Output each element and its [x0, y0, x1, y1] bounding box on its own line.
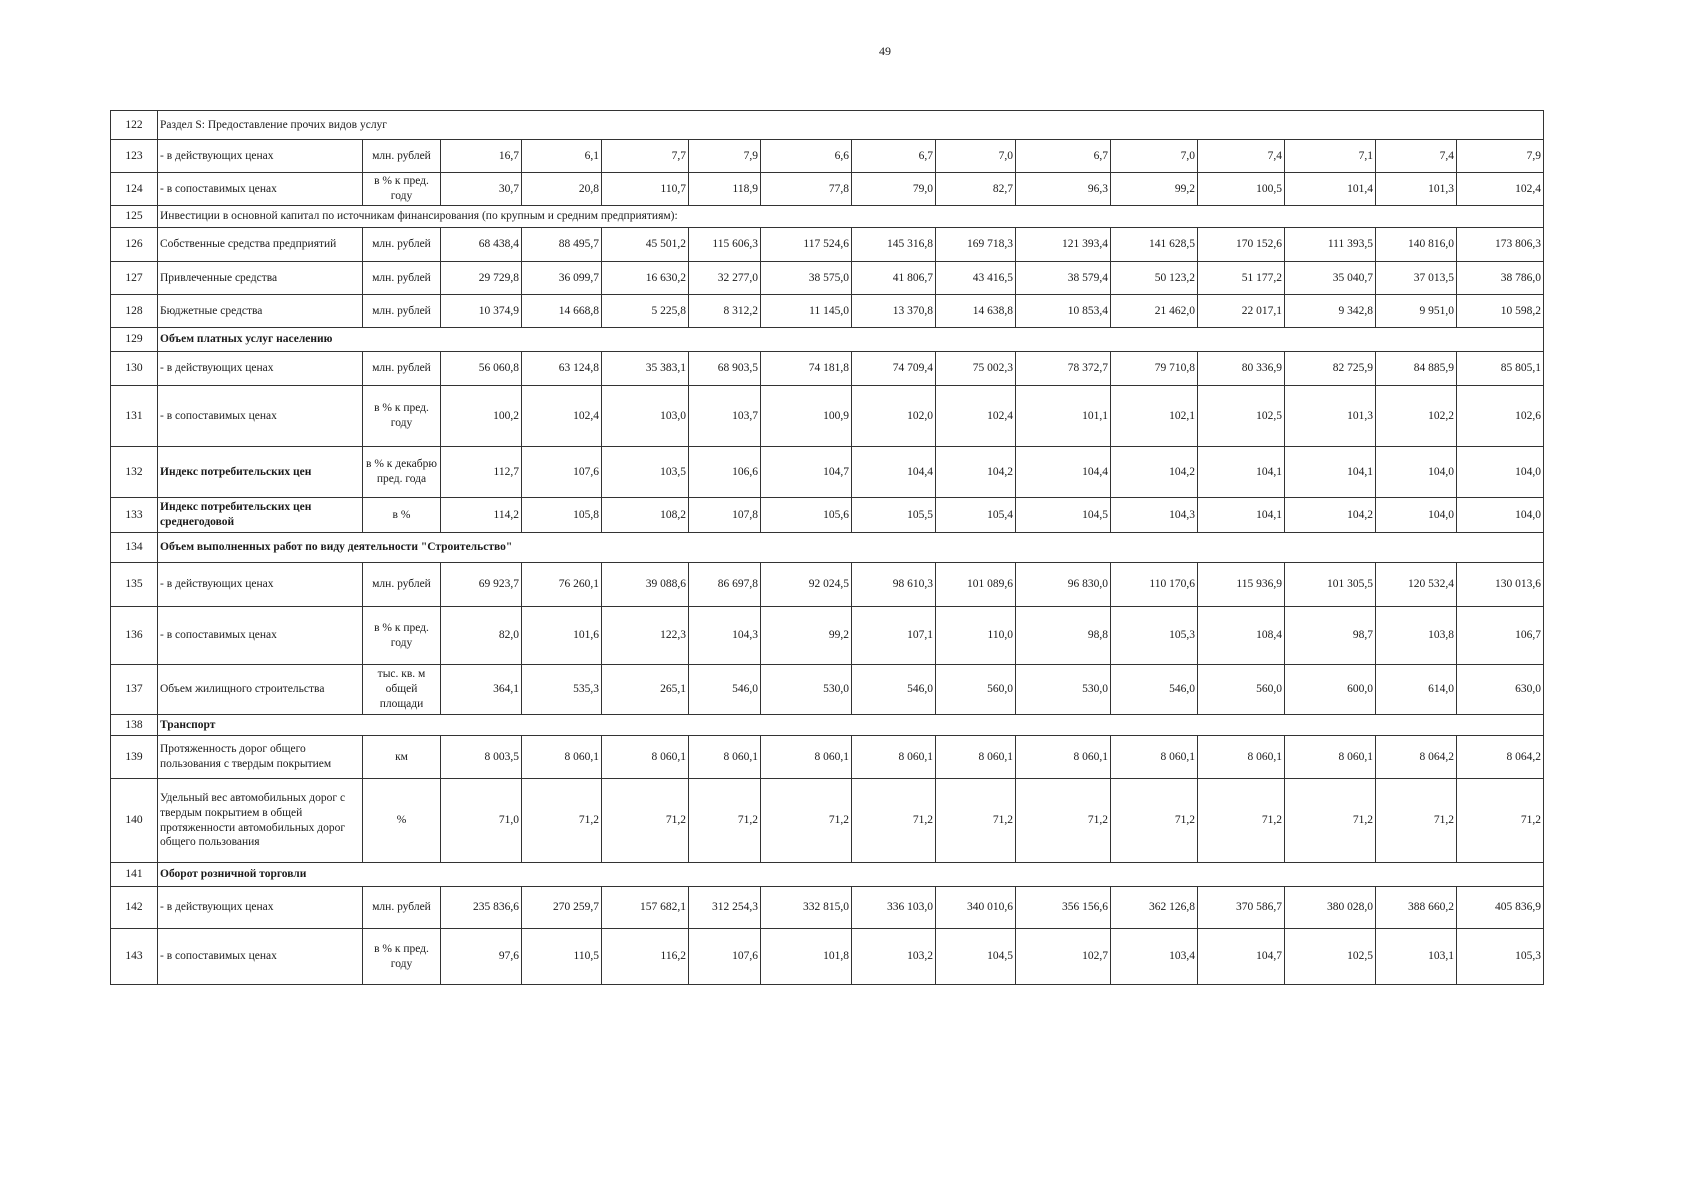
- unit-cell: %: [363, 779, 441, 863]
- value-cell: 122,3: [602, 607, 689, 665]
- table-row: [111, 779, 1544, 863]
- section-row: [111, 111, 1544, 140]
- value-cell: 116,2: [602, 929, 689, 985]
- value-cell: 100,2: [441, 386, 522, 447]
- value-cell: 102,0: [852, 386, 936, 447]
- value-cell: 71,2: [1111, 779, 1198, 863]
- section-title: Объем платных услуг населению: [158, 328, 1544, 352]
- value-cell: 101 089,6: [936, 563, 1016, 607]
- value-cell: 75 002,3: [936, 352, 1016, 386]
- value-cell: 546,0: [1111, 665, 1198, 715]
- value-cell: 560,0: [1198, 665, 1285, 715]
- value-cell: 104,4: [1016, 447, 1111, 498]
- value-cell: 169 718,3: [936, 228, 1016, 262]
- row-number: 122: [111, 111, 158, 140]
- row-number: 124: [111, 173, 158, 206]
- value-cell: 14 638,8: [936, 295, 1016, 328]
- value-cell: 101,1: [1016, 386, 1111, 447]
- value-cell: 121 393,4: [1016, 228, 1111, 262]
- indicator-label: - в действующих ценах: [158, 352, 363, 386]
- table-row: [111, 262, 1544, 295]
- value-cell: 107,8: [689, 498, 761, 533]
- row-number: 141: [111, 863, 158, 887]
- row-number: 132: [111, 447, 158, 498]
- row-number: 142: [111, 887, 158, 929]
- value-cell: 103,8: [1376, 607, 1457, 665]
- value-cell: 71,2: [1198, 779, 1285, 863]
- value-cell: 6,1: [522, 140, 602, 173]
- value-cell: 82,0: [441, 607, 522, 665]
- value-cell: 105,3: [1457, 929, 1544, 985]
- value-cell: 84 885,9: [1376, 352, 1457, 386]
- indicator-label: - в действующих ценах: [158, 140, 363, 173]
- value-cell: 78 372,7: [1016, 352, 1111, 386]
- value-cell: 8 064,2: [1376, 736, 1457, 779]
- row-number: 129: [111, 328, 158, 352]
- value-cell: 101,8: [761, 929, 852, 985]
- value-cell: 98,7: [1285, 607, 1376, 665]
- value-cell: 405 836,9: [1457, 887, 1544, 929]
- value-cell: 80 336,9: [1198, 352, 1285, 386]
- value-cell: 170 152,6: [1198, 228, 1285, 262]
- value-cell: 105,5: [852, 498, 936, 533]
- value-cell: 104,0: [1376, 447, 1457, 498]
- row-number: 126: [111, 228, 158, 262]
- row-number: 130: [111, 352, 158, 386]
- indicator-label: - в сопоставимых ценах: [158, 386, 363, 447]
- value-cell: 103,5: [602, 447, 689, 498]
- value-cell: 6,7: [852, 140, 936, 173]
- value-cell: 10 598,2: [1457, 295, 1544, 328]
- value-cell: 110,7: [602, 173, 689, 206]
- value-cell: 104,2: [1111, 447, 1198, 498]
- value-cell: 7,0: [1111, 140, 1198, 173]
- table-row: [111, 140, 1544, 173]
- section-title: Раздел S: Предоставление прочих видов услуг: [158, 111, 1544, 140]
- table-row: [111, 228, 1544, 262]
- value-cell: 8 060,1: [1016, 736, 1111, 779]
- value-cell: 102,4: [936, 386, 1016, 447]
- unit-cell: в %: [363, 498, 441, 533]
- value-cell: 29 729,8: [441, 262, 522, 295]
- value-cell: 14 668,8: [522, 295, 602, 328]
- value-cell: 8 060,1: [1111, 736, 1198, 779]
- value-cell: 630,0: [1457, 665, 1544, 715]
- section-title: Объем выполненных работ по виду деятельности "Строительство": [158, 533, 1544, 563]
- section-row: [111, 328, 1544, 352]
- value-cell: 107,6: [689, 929, 761, 985]
- unit-cell: в % к пред. году: [363, 173, 441, 206]
- value-cell: 101 305,5: [1285, 563, 1376, 607]
- value-cell: 36 099,7: [522, 262, 602, 295]
- value-cell: 82,7: [936, 173, 1016, 206]
- value-cell: 76 260,1: [522, 563, 602, 607]
- row-number: 136: [111, 607, 158, 665]
- value-cell: 600,0: [1285, 665, 1376, 715]
- value-cell: 370 586,7: [1198, 887, 1285, 929]
- value-cell: 7,4: [1198, 140, 1285, 173]
- section-title: Инвестиции в основной капитал по источникам финансирования (по крупным и средним предприятиям):: [158, 206, 1544, 228]
- unit-cell: км: [363, 736, 441, 779]
- value-cell: 104,7: [1198, 929, 1285, 985]
- value-cell: 99,2: [1111, 173, 1198, 206]
- unit-cell: млн. рублей: [363, 262, 441, 295]
- unit-cell: тыс. кв. м общей площади: [363, 665, 441, 715]
- value-cell: 71,2: [602, 779, 689, 863]
- value-cell: 535,3: [522, 665, 602, 715]
- value-cell: 101,3: [1376, 173, 1457, 206]
- value-cell: 102,1: [1111, 386, 1198, 447]
- value-cell: 7,9: [689, 140, 761, 173]
- value-cell: 157 682,1: [602, 887, 689, 929]
- value-cell: 85 805,1: [1457, 352, 1544, 386]
- value-cell: 105,6: [761, 498, 852, 533]
- row-number: 133: [111, 498, 158, 533]
- value-cell: 13 370,8: [852, 295, 936, 328]
- value-cell: 362 126,8: [1111, 887, 1198, 929]
- value-cell: 103,0: [602, 386, 689, 447]
- table-row: [111, 386, 1544, 447]
- value-cell: 8 060,1: [522, 736, 602, 779]
- value-cell: 102,2: [1376, 386, 1457, 447]
- value-cell: 51 177,2: [1198, 262, 1285, 295]
- value-cell: 380 028,0: [1285, 887, 1376, 929]
- value-cell: 6,6: [761, 140, 852, 173]
- value-cell: 105,4: [936, 498, 1016, 533]
- value-cell: 100,5: [1198, 173, 1285, 206]
- value-cell: 50 123,2: [1111, 262, 1198, 295]
- value-cell: 68 438,4: [441, 228, 522, 262]
- statistics-table: [110, 110, 1544, 985]
- value-cell: 106,6: [689, 447, 761, 498]
- page-number: 49: [879, 44, 891, 58]
- value-cell: 104,5: [1016, 498, 1111, 533]
- indicator-label: Объем жилищного строительства: [158, 665, 363, 715]
- value-cell: 8 060,1: [1198, 736, 1285, 779]
- value-cell: 97,6: [441, 929, 522, 985]
- unit-cell: млн. рублей: [363, 887, 441, 929]
- value-cell: 364,1: [441, 665, 522, 715]
- value-cell: 100,9: [761, 386, 852, 447]
- indicator-label: Собственные средства предприятий: [158, 228, 363, 262]
- unit-cell: в % к пред. году: [363, 386, 441, 447]
- value-cell: 30,7: [441, 173, 522, 206]
- value-cell: 388 660,2: [1376, 887, 1457, 929]
- row-number: 137: [111, 665, 158, 715]
- indicator-label: Удельный вес автомобильных дорог с твердым покрытием в общей протяженности автомобильных дорог общего пользования: [158, 779, 363, 863]
- value-cell: 9 342,8: [1285, 295, 1376, 328]
- value-cell: 108,4: [1198, 607, 1285, 665]
- value-cell: 102,5: [1285, 929, 1376, 985]
- value-cell: 32 277,0: [689, 262, 761, 295]
- section-row: [111, 533, 1544, 563]
- value-cell: 9 951,0: [1376, 295, 1457, 328]
- value-cell: 45 501,2: [602, 228, 689, 262]
- value-cell: 71,2: [522, 779, 602, 863]
- table-row: [111, 295, 1544, 328]
- value-cell: 21 462,0: [1111, 295, 1198, 328]
- value-cell: 101,3: [1285, 386, 1376, 447]
- value-cell: 107,6: [522, 447, 602, 498]
- row-number: 138: [111, 715, 158, 736]
- indicator-label: Привлеченные средства: [158, 262, 363, 295]
- value-cell: 356 156,6: [1016, 887, 1111, 929]
- value-cell: 16,7: [441, 140, 522, 173]
- value-cell: 102,5: [1198, 386, 1285, 447]
- value-cell: 104,4: [852, 447, 936, 498]
- value-cell: 115 936,9: [1198, 563, 1285, 607]
- value-cell: 7,4: [1376, 140, 1457, 173]
- value-cell: 103,7: [689, 386, 761, 447]
- value-cell: 102,4: [1457, 173, 1544, 206]
- value-cell: 560,0: [936, 665, 1016, 715]
- indicator-label: - в действующих ценах: [158, 563, 363, 607]
- value-cell: 114,2: [441, 498, 522, 533]
- table-row: [111, 736, 1544, 779]
- row-number: 131: [111, 386, 158, 447]
- unit-cell: в % к пред. году: [363, 929, 441, 985]
- value-cell: 546,0: [852, 665, 936, 715]
- value-cell: 235 836,6: [441, 887, 522, 929]
- value-cell: 71,0: [441, 779, 522, 863]
- value-cell: 8 060,1: [852, 736, 936, 779]
- value-cell: 11 145,0: [761, 295, 852, 328]
- value-cell: 20,8: [522, 173, 602, 206]
- value-cell: 68 903,5: [689, 352, 761, 386]
- unit-cell: млн. рублей: [363, 563, 441, 607]
- value-cell: 530,0: [1016, 665, 1111, 715]
- section-title: Транспорт: [158, 715, 1544, 736]
- value-cell: 39 088,6: [602, 563, 689, 607]
- value-cell: 8 060,1: [1285, 736, 1376, 779]
- value-cell: 110 170,6: [1111, 563, 1198, 607]
- value-cell: 98 610,3: [852, 563, 936, 607]
- value-cell: 92 024,5: [761, 563, 852, 607]
- value-cell: 546,0: [689, 665, 761, 715]
- value-cell: 103,2: [852, 929, 936, 985]
- value-cell: 110,5: [522, 929, 602, 985]
- value-cell: 16 630,2: [602, 262, 689, 295]
- row-number: 128: [111, 295, 158, 328]
- value-cell: 110,0: [936, 607, 1016, 665]
- row-number: 135: [111, 563, 158, 607]
- value-cell: 105,3: [1111, 607, 1198, 665]
- value-cell: 88 495,7: [522, 228, 602, 262]
- value-cell: 7,0: [936, 140, 1016, 173]
- value-cell: 79 710,8: [1111, 352, 1198, 386]
- value-cell: 79,0: [852, 173, 936, 206]
- value-cell: 35 383,1: [602, 352, 689, 386]
- unit-cell: млн. рублей: [363, 352, 441, 386]
- value-cell: 104,2: [936, 447, 1016, 498]
- value-cell: 104,1: [1198, 498, 1285, 533]
- value-cell: 120 532,4: [1376, 563, 1457, 607]
- value-cell: 104,3: [689, 607, 761, 665]
- value-cell: 108,2: [602, 498, 689, 533]
- value-cell: 270 259,7: [522, 887, 602, 929]
- value-cell: 22 017,1: [1198, 295, 1285, 328]
- value-cell: 5 225,8: [602, 295, 689, 328]
- value-cell: 8 064,2: [1457, 736, 1544, 779]
- value-cell: 71,2: [761, 779, 852, 863]
- value-cell: 38 786,0: [1457, 262, 1544, 295]
- value-cell: 8 312,2: [689, 295, 761, 328]
- indicator-label: Бюджетные средства: [158, 295, 363, 328]
- unit-cell: в % к пред. году: [363, 607, 441, 665]
- value-cell: 8 060,1: [761, 736, 852, 779]
- indicator-label: Индекс потребительских цен: [158, 447, 363, 498]
- value-cell: 141 628,5: [1111, 228, 1198, 262]
- value-cell: 104,2: [1285, 498, 1376, 533]
- table-row: [111, 929, 1544, 985]
- row-number: 139: [111, 736, 158, 779]
- value-cell: 105,8: [522, 498, 602, 533]
- value-cell: 102,4: [522, 386, 602, 447]
- value-cell: 115 606,3: [689, 228, 761, 262]
- table-row: [111, 447, 1544, 498]
- unit-cell: млн. рублей: [363, 140, 441, 173]
- value-cell: 7,1: [1285, 140, 1376, 173]
- table-row: [111, 887, 1544, 929]
- value-cell: 71,2: [1285, 779, 1376, 863]
- value-cell: 82 725,9: [1285, 352, 1376, 386]
- value-cell: 104,1: [1198, 447, 1285, 498]
- table-body: [111, 111, 1544, 985]
- value-cell: 265,1: [602, 665, 689, 715]
- value-cell: 71,2: [936, 779, 1016, 863]
- value-cell: 130 013,6: [1457, 563, 1544, 607]
- value-cell: 77,8: [761, 173, 852, 206]
- value-cell: 614,0: [1376, 665, 1457, 715]
- value-cell: 35 040,7: [1285, 262, 1376, 295]
- section-row: [111, 206, 1544, 228]
- value-cell: 103,1: [1376, 929, 1457, 985]
- section-title: Оборот розничной торговли: [158, 863, 1544, 887]
- value-cell: 8 060,1: [689, 736, 761, 779]
- value-cell: 530,0: [761, 665, 852, 715]
- row-number: 143: [111, 929, 158, 985]
- value-cell: 101,4: [1285, 173, 1376, 206]
- value-cell: 41 806,7: [852, 262, 936, 295]
- value-cell: 107,1: [852, 607, 936, 665]
- value-cell: 103,4: [1111, 929, 1198, 985]
- value-cell: 112,7: [441, 447, 522, 498]
- value-cell: 104,7: [761, 447, 852, 498]
- section-row: [111, 863, 1544, 887]
- value-cell: 8 060,1: [602, 736, 689, 779]
- indicator-label: - в сопоставимых ценах: [158, 929, 363, 985]
- value-cell: 117 524,6: [761, 228, 852, 262]
- value-cell: 140 816,0: [1376, 228, 1457, 262]
- value-cell: 71,2: [689, 779, 761, 863]
- value-cell: 38 579,4: [1016, 262, 1111, 295]
- value-cell: 71,2: [1457, 779, 1544, 863]
- value-cell: 106,7: [1457, 607, 1544, 665]
- value-cell: 102,6: [1457, 386, 1544, 447]
- value-cell: 336 103,0: [852, 887, 936, 929]
- value-cell: 96,3: [1016, 173, 1111, 206]
- value-cell: 10 374,9: [441, 295, 522, 328]
- value-cell: 7,7: [602, 140, 689, 173]
- value-cell: 43 416,5: [936, 262, 1016, 295]
- row-number: 127: [111, 262, 158, 295]
- value-cell: 145 316,8: [852, 228, 936, 262]
- table-row: [111, 563, 1544, 607]
- table-row: [111, 607, 1544, 665]
- value-cell: 74 181,8: [761, 352, 852, 386]
- value-cell: 10 853,4: [1016, 295, 1111, 328]
- indicator-label: - в действующих ценах: [158, 887, 363, 929]
- value-cell: 104,1: [1285, 447, 1376, 498]
- value-cell: 104,3: [1111, 498, 1198, 533]
- unit-cell: в % к декабрю пред. года: [363, 447, 441, 498]
- indicator-label: - в сопоставимых ценах: [158, 173, 363, 206]
- table-row: [111, 665, 1544, 715]
- value-cell: 71,2: [1016, 779, 1111, 863]
- section-row: [111, 715, 1544, 736]
- value-cell: 102,7: [1016, 929, 1111, 985]
- value-cell: 101,6: [522, 607, 602, 665]
- value-cell: 8 003,5: [441, 736, 522, 779]
- value-cell: 74 709,4: [852, 352, 936, 386]
- value-cell: 69 923,7: [441, 563, 522, 607]
- value-cell: 96 830,0: [1016, 563, 1111, 607]
- indicator-label: Индекс потребительских цен среднегодовой: [158, 498, 363, 533]
- row-number: 125: [111, 206, 158, 228]
- value-cell: 71,2: [1376, 779, 1457, 863]
- value-cell: 104,0: [1376, 498, 1457, 533]
- unit-cell: млн. рублей: [363, 295, 441, 328]
- value-cell: 98,8: [1016, 607, 1111, 665]
- table-row: [111, 352, 1544, 386]
- row-number: 134: [111, 533, 158, 563]
- value-cell: 6,7: [1016, 140, 1111, 173]
- value-cell: 56 060,8: [441, 352, 522, 386]
- value-cell: 104,0: [1457, 498, 1544, 533]
- value-cell: 332 815,0: [761, 887, 852, 929]
- value-cell: 118,9: [689, 173, 761, 206]
- value-cell: 173 806,3: [1457, 228, 1544, 262]
- row-number: 140: [111, 779, 158, 863]
- value-cell: 63 124,8: [522, 352, 602, 386]
- value-cell: 111 393,5: [1285, 228, 1376, 262]
- value-cell: 340 010,6: [936, 887, 1016, 929]
- value-cell: 7,9: [1457, 140, 1544, 173]
- value-cell: 37 013,5: [1376, 262, 1457, 295]
- value-cell: 8 060,1: [936, 736, 1016, 779]
- table-row: [111, 173, 1544, 206]
- indicator-label: - в сопоставимых ценах: [158, 607, 363, 665]
- value-cell: 86 697,8: [689, 563, 761, 607]
- value-cell: 104,5: [936, 929, 1016, 985]
- row-number: 123: [111, 140, 158, 173]
- unit-cell: млн. рублей: [363, 228, 441, 262]
- value-cell: 104,0: [1457, 447, 1544, 498]
- value-cell: 38 575,0: [761, 262, 852, 295]
- value-cell: 71,2: [852, 779, 936, 863]
- value-cell: 312 254,3: [689, 887, 761, 929]
- value-cell: 99,2: [761, 607, 852, 665]
- indicator-label: Протяженность дорог общего пользования с твердым покрытием: [158, 736, 363, 779]
- table-row: [111, 498, 1544, 533]
